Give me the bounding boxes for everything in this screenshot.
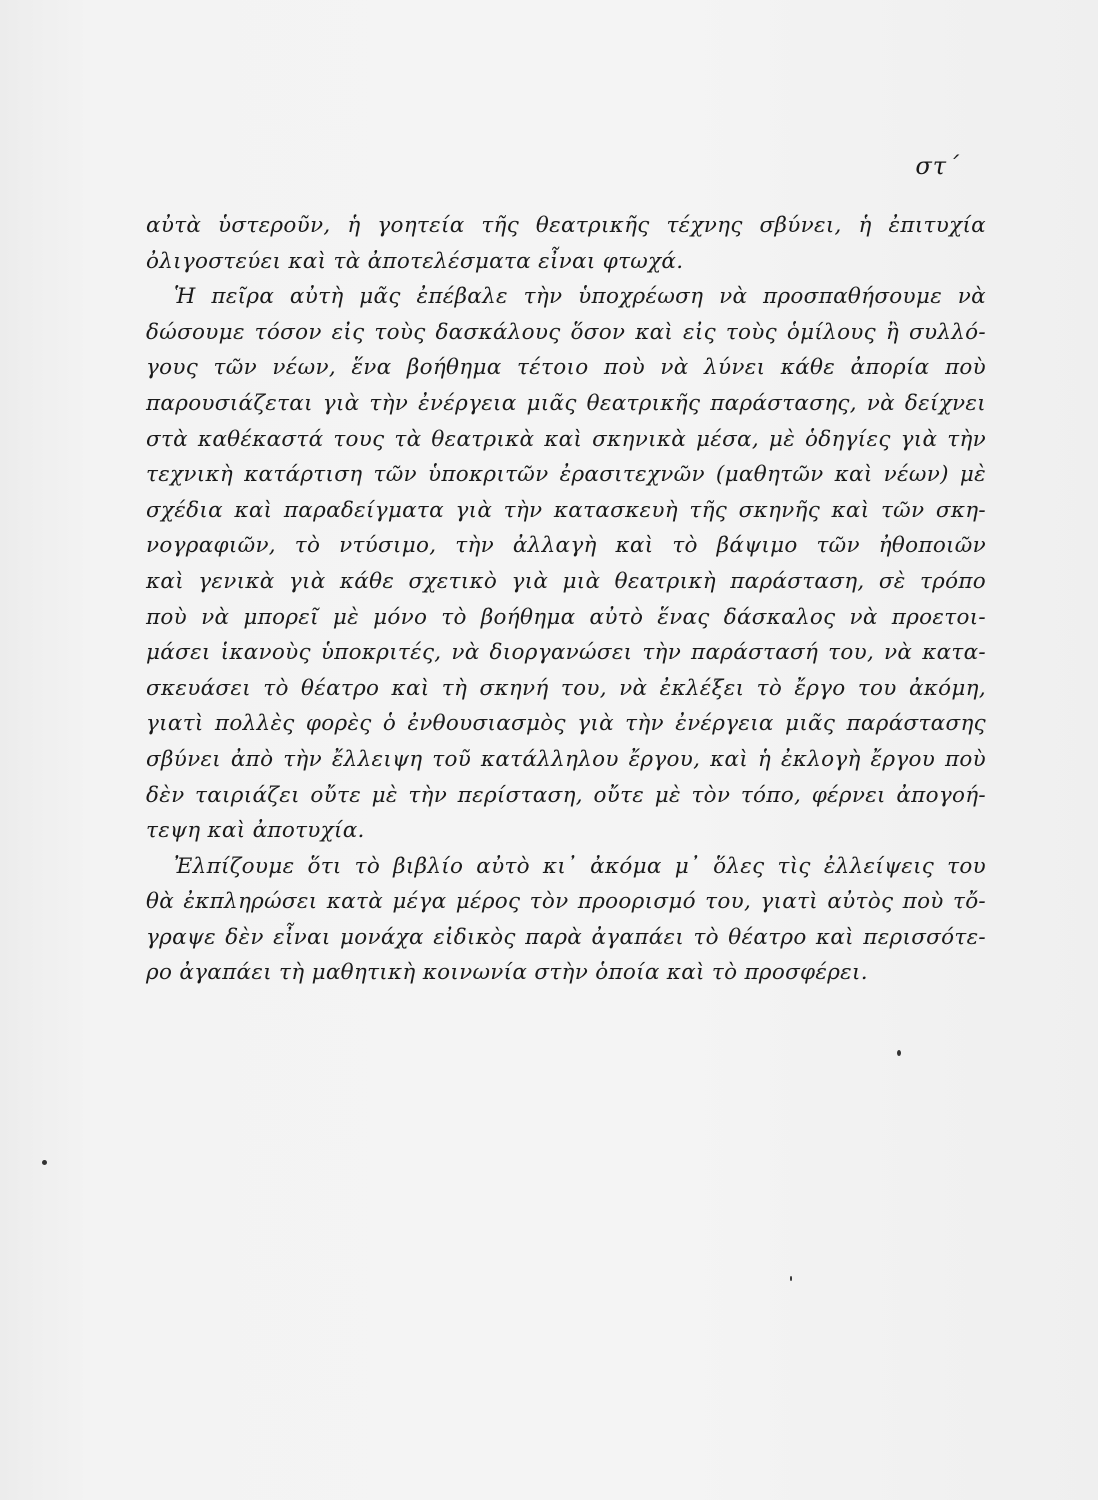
text-line: σκευάσει τὸ θέατρο καὶ τὴ σκηνή του, νὰ ἐκλέξει τὸ ἔργο του ἀκόμη, [146, 675, 986, 701]
text-line: γραψε δὲν εἶναι μονάχα εἰδικὸς παρὰ ἀγαπάει τὸ θέατρο καὶ περισσότε- [146, 924, 986, 950]
text-line: νογραφιῶν, τὸ ντύσιμο, τὴν ἀλλαγὴ καὶ τὸ βάψιμο τῶν ἠθοποιῶν [146, 533, 986, 559]
text-line: στὰ καθέκαστά τους τὰ θεατρικὰ καὶ σκηνικὰ μέσα, μὲ ὁδηγίες γιὰ τὴν [146, 426, 986, 452]
text-line: δώσουμε τόσον εἰς τοὺς δασκάλους ὅσον καὶ εἰς τοὺς ὁμίλους ἢ συλλό- [146, 319, 986, 345]
text-line: σχέδια καὶ παραδείγματα γιὰ τὴν κατασκευὴ τῆς σκηνῆς καὶ τῶν σκη- [146, 497, 986, 523]
page-number: στ΄ [915, 152, 960, 180]
text-line: γιατὶ πολλὲς φορὲς ὁ ἐνθουσιασμὸς γιὰ τὴν ἐνέργεια μιᾶς παράστασης [146, 711, 986, 737]
text-line: παρουσιάζεται γιὰ τὴν ἐνέργεια μιᾶς θεατρικῆς παράστασης, νὰ δείχνει [146, 390, 986, 416]
text-line: ποὺ νὰ μπορεῖ μὲ μόνο τὸ βοήθημα αὐτὸ ἕνας δάσκαλος νὰ προετοι- [146, 604, 986, 630]
text-line: δὲν ταιριάζει οὔτε μὲ τὴν περίσταση, οὔτε μὲ τὸν τόπο, φέρνει ἀπογοή- [146, 782, 986, 808]
text-line: θὰ ἐκπληρώσει κατὰ μέγα μέρος τὸν προορισμό του, γιατὶ αὐτὸς ποὺ τὄ- [146, 889, 986, 915]
scan-speck [790, 1276, 792, 1281]
text-line: ρο ἀγαπάει τὴ μαθητικὴ κοινωνία στὴν ὁποία καὶ τὸ προσφέρει. [146, 960, 868, 986]
text-line: Ἐλπίζουμε ὅτι τὸ βιβλίο αὐτὸ κι᾽ ἀκόμα μ᾽ ὅλες τὶς ἐλλείψεις του [174, 853, 986, 879]
text-line: καὶ γενικὰ γιὰ κάθε σχετικὸ γιὰ μιὰ θεατρικὴ παράσταση, σὲ τρόπο [146, 568, 986, 594]
text-line: τεχνικὴ κατάρτιση τῶν ὑποκριτῶν ἐρασιτεχνῶν (μαθητῶν καὶ νέων) μὲ [146, 462, 986, 488]
scan-speck [42, 1160, 47, 1165]
text-line: σβύνει ἀπὸ τὴν ἔλλειψη τοῦ κατάλληλου ἔργου, καὶ ἡ ἐκλογὴ ἔργου ποὺ [146, 746, 986, 772]
text-line: τεψη καὶ ἀποτυχία. [146, 818, 365, 844]
text-line: Ἡ πεῖρα αὐτὴ μᾶς ἐπέβαλε τὴν ὑποχρέωση νὰ προσπαθήσουμε νὰ [174, 284, 986, 310]
body-text [146, 208, 986, 991]
text-line: αὐτὰ ὑστεροῦν, ἡ γοητεία τῆς θεατρικῆς τέχνης σβύνει, ἡ ἐπιτυχία [146, 213, 986, 238]
text-line: ὀλιγοστεύει καὶ τὰ ἀποτελέσματα εἶναι φτωχά. [146, 248, 684, 274]
text-line: γους τῶν νέων, ἕνα βοήθημα τέτοιο ποὺ νὰ λύνει κάθε ἀπορία ποὺ [146, 355, 986, 381]
text-line: μάσει ἱκανοὺς ὑποκριτές, νὰ διοργανώσει τὴν παράστασή του, νὰ κατα- [146, 640, 986, 666]
scan-speck [897, 1050, 901, 1056]
